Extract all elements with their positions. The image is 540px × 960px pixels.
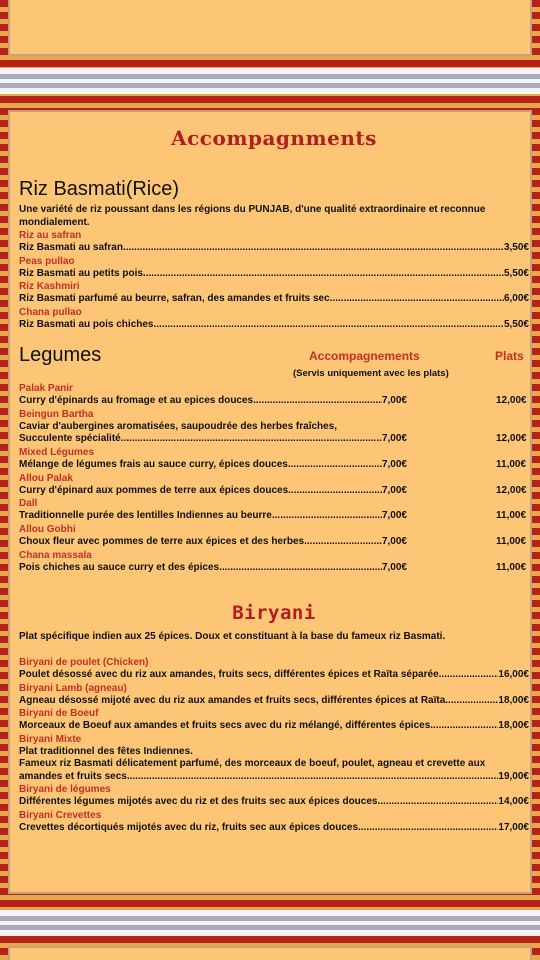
menu-item-name: Mixed Légumes [19,446,95,458]
leader-dots [288,459,382,470]
menu-item-name: Allou Palak [19,472,73,484]
page-title: Accompagnments [171,126,377,150]
menu-item-row [19,459,529,472]
menu-item-description: Choux fleur avec pommes de terre aux épices et des herbes [19,535,305,547]
accompagnement-price: 7,00€ [381,561,407,573]
leader-dots [439,669,499,682]
accompagnement-price: 7,00€ [381,510,407,522]
menu-item-name: Biryani de poulet (Chicken) [19,657,149,668]
leader-dots [143,268,504,281]
menu-item-price: 14,00€ [498,796,529,807]
leader-dots [219,562,382,573]
menu-item-row [19,395,529,408]
menu-item-row [19,669,529,682]
menu-item-description: Riz Basmati parfumé au beurre, safran, des amandes et fruits sec [19,293,330,304]
menu-item-row [19,536,529,549]
divider-band [0,68,540,94]
menu-item-name: Riz au safran [19,230,82,241]
leader-dots [272,510,382,521]
plat-price: 12,00€ [496,484,527,496]
menu-item-description: Riz Basmati au safran [19,242,123,253]
menu-item-row [19,268,529,281]
menu-item-price: 19,00€ [498,770,529,782]
menu-item-name: Dall [19,498,38,510]
accompagnement-price: 7,00€ [381,484,407,496]
leader-dots [253,395,382,406]
riz-list [19,229,529,331]
riz-description: Une variété de riz poussant dans les régions du PUNJAB, d'une qualité extraordinaire et reconnue mondialement. [19,204,486,228]
menu-item-row [19,822,529,835]
menu-item-row [19,293,529,306]
leader-dots [121,433,382,444]
divider-band [0,910,540,936]
biryani-title: Biryani [232,602,316,624]
plat-price: 11,00€ [496,535,527,547]
column-header-plats: Plats [495,349,524,363]
menu-item-name: Allou Gobhi [19,523,76,535]
menu-item-description: Différentes légumes mijotés avec du riz et des fruits sec aux épices douces [19,796,378,807]
menu-item-description: Pois chiches au sauce curry et des épices [19,561,220,573]
plat-price: 12,00€ [496,395,527,406]
menu-item-row [19,510,529,523]
menu-item-description: Traditionnelle purée des lentilles Indiennes au beurre [19,510,272,522]
biryani-list [19,656,529,834]
menu-item-name: Biryani Lamb (agneau) [19,682,127,694]
menu-item-name: Biryani de Boeuf [19,708,99,719]
menu-item-row [19,720,529,733]
legumes-list [19,382,529,574]
menu-item-text [19,433,407,444]
menu-item-text [19,562,407,573]
legumes-title: Legumes [19,344,102,366]
accompagnement-price: 7,00€ [381,535,407,547]
plat-price: 11,00€ [496,561,527,573]
menu-item-row [19,562,529,575]
menu-item-description: Curry d'épinard aux pommes de terre aux épices douces [19,484,289,496]
plat-price: 12,00€ [496,433,527,445]
menu-item-price: 6,00€ [503,293,529,304]
served-note: (Servis uniquement avec les plats) [293,368,449,379]
leader-dots [330,293,504,306]
plat-price: 11,00€ [496,510,527,522]
plat-price: 11,00€ [496,458,527,470]
menu-item-name: Biryani de légumes [19,784,111,795]
menu-item-name: Biryani Crevettes [19,809,102,821]
menu-item-row [19,433,529,446]
menu-item-price: 18,00€ [498,694,529,706]
menu-item-description: Morceaux de Boeuf aux amandes et fruits secs avec du riz mélangé, différentes épices [19,720,431,731]
menu-item-text [19,485,407,496]
leader-dots [154,319,504,332]
menu-item-price: 5,50€ [503,267,529,279]
menu-item-name: Chana pullao [19,306,82,318]
leader-dots [377,796,498,809]
menu-item-description: Poulet désossé avec du riz aux amandes, fruits secs, différentes épices et Raïta séparée [19,669,439,680]
menu-item-price: 16,00€ [498,669,529,680]
menu-item-description: Plat traditionnel des fêtes Indiennes. [19,745,193,757]
menu-item-row [19,695,529,708]
menu-item-description: Mélange de légumes frais au sauce curry, épices douces [19,458,288,470]
menu-item-name: Peas pullao [19,255,75,267]
leader-dots [430,720,498,733]
menu-item-price: 17,00€ [498,821,529,833]
column-header-accompagnements: Accompagnements [309,349,420,363]
riz-section [19,178,529,331]
leader-dots [304,536,382,547]
menu-panel-previous [8,0,532,56]
menu-item-name: Chana massala [19,549,92,561]
menu-item-description: Riz Basmati au petits pois [19,267,143,279]
menu-item-description: amandes et fruits secs [19,770,127,782]
leader-dots [127,771,499,784]
menu-item-name: Beingun Bartha [19,408,94,420]
riz-title: Riz Basmati(Rice) [19,178,180,200]
accompagnement-price: 7,00€ [381,458,407,470]
leader-dots [288,485,382,496]
leader-dots [123,242,504,255]
menu-item-text [19,510,407,521]
menu-item-text [19,459,407,470]
menu-item-description: Crevettes décortiqués mijotés avec du riz, fruits sec aux épices douces [19,821,359,833]
menu-item-row [19,796,529,809]
menu-item-description: Agneau désossé mijoté avec du riz aux amandes et fruits secs, différentes épices at Raïta [19,694,446,706]
leader-dots [445,695,498,708]
menu-item-price: 18,00€ [498,720,529,731]
menu-item-name: Biryani Mixte [19,733,82,745]
menu-item-price: 5,50€ [503,318,529,330]
menu-item-name: Palak Panir [19,383,73,394]
menu-item-text [19,395,407,406]
menu-item-description: Succulente spécialité [19,433,121,445]
biryani-section [19,602,529,834]
accompagnement-price: 7,00€ [381,433,407,445]
accompagnement-price: 7,00€ [381,395,407,406]
menu-item-row [19,485,529,498]
menu-item-row [19,771,529,784]
menu-panel-next [8,946,532,960]
menu-item-row [19,319,529,332]
menu-item-row [19,242,529,255]
biryani-description: Plat spécifique indien aux 25 épices. Doux et constituant à la base du fameux riz Basmati. [19,631,446,642]
menu-item-description: Curry d'épinards au fromage et au epices douces [19,395,254,406]
menu-item-name: Riz Kashmiri [19,281,80,292]
menu-item-text [19,536,407,547]
menu-item-price: 3,50€ [503,242,529,253]
legumes-section [19,344,529,584]
menu-item-description: Caviar d'aubergines aromatisées, saupoudrée des herbes fraîches, [19,420,338,432]
leader-dots [358,822,498,835]
menu-item-description: Fameux riz Basmati délicatement parfumé, des morceaux de boeuf, poulet, agneau et crevette aux [19,758,486,769]
menu-item-description: Riz Basmati au pois chiches [19,318,154,330]
